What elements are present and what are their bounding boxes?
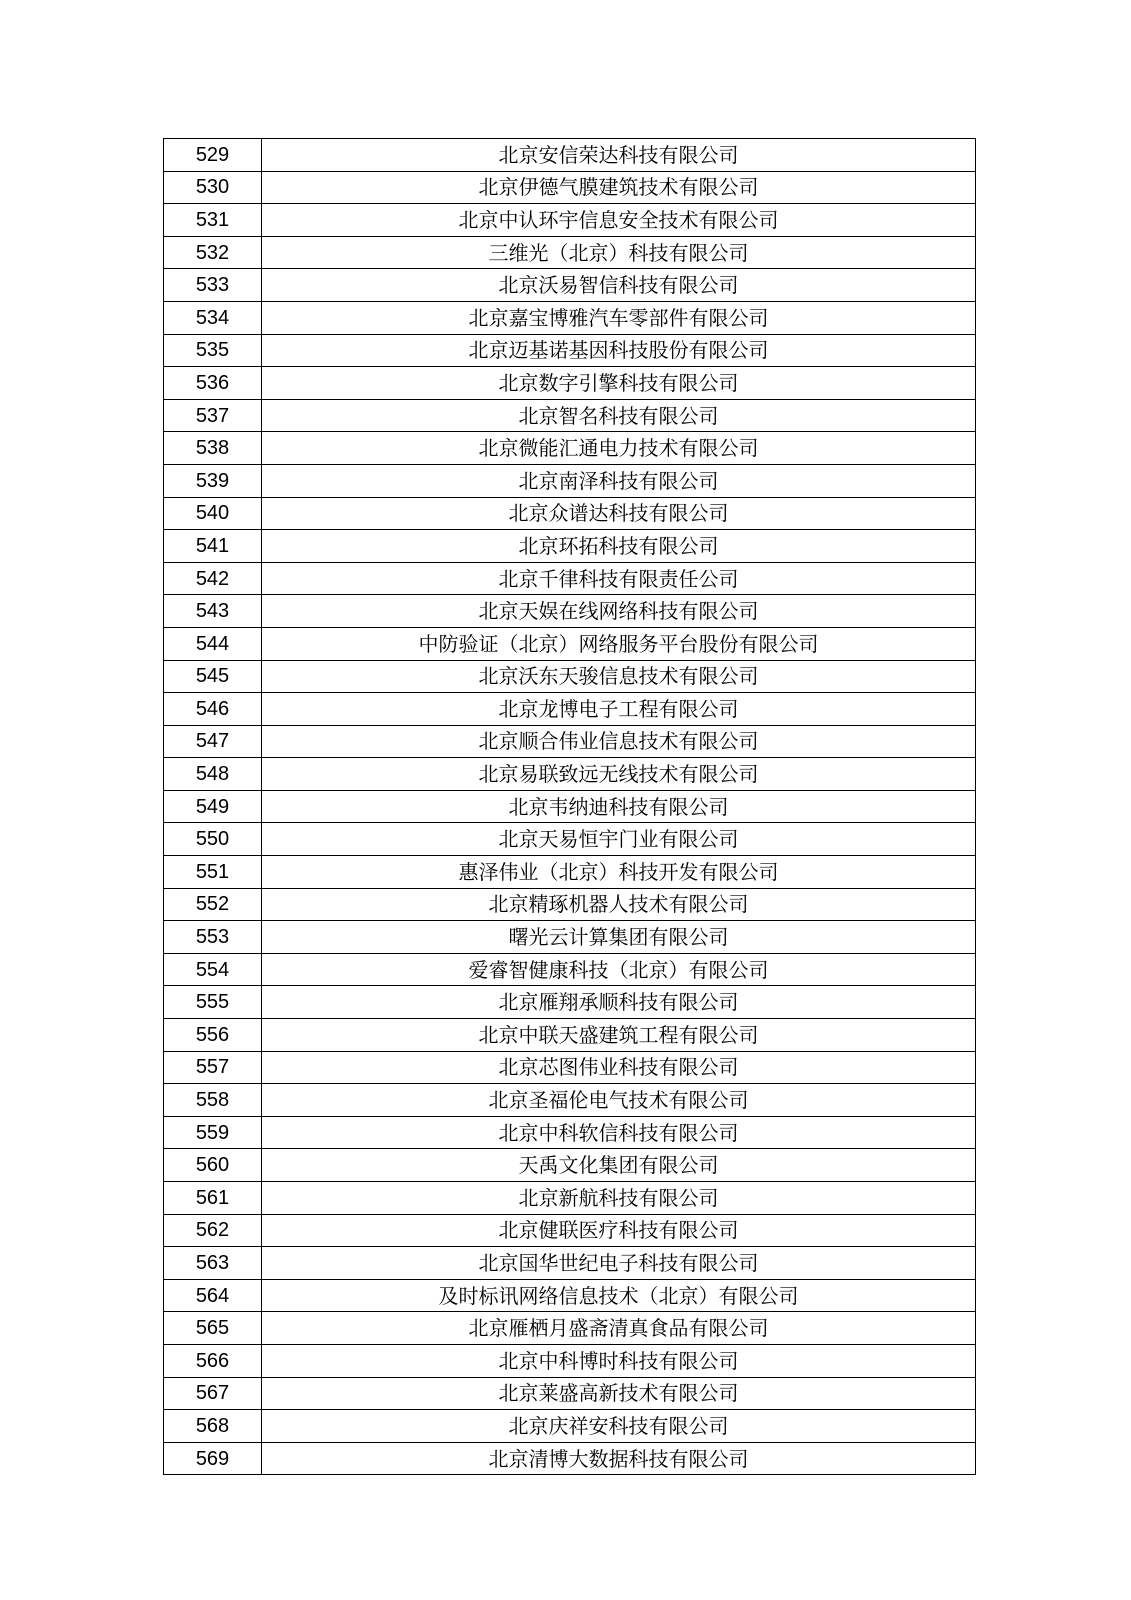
- company-name-cell: 北京莱盛高新技术有限公司: [262, 1377, 976, 1410]
- company-name-cell: 北京智名科技有限公司: [262, 399, 976, 432]
- row-number-cell: 537: [164, 399, 262, 432]
- row-number-cell: 543: [164, 595, 262, 628]
- company-name-cell: 北京新航科技有限公司: [262, 1182, 976, 1215]
- company-name-cell: 惠泽伟业（北京）科技开发有限公司: [262, 856, 976, 889]
- table-row: [164, 986, 976, 1019]
- row-number-cell: 535: [164, 334, 262, 367]
- company-name-cell: 北京龙博电子工程有限公司: [262, 693, 976, 726]
- table-row: [164, 1116, 976, 1149]
- table-row: [164, 660, 976, 693]
- company-name-cell: 及时标讯网络信息技术（北京）有限公司: [262, 1279, 976, 1312]
- company-name-cell: 中防验证（北京）网络服务平台股份有限公司: [262, 627, 976, 660]
- table-row: [164, 530, 976, 563]
- company-name-cell: 北京迈基诺基因科技股份有限公司: [262, 334, 976, 367]
- row-number-cell: 556: [164, 1019, 262, 1052]
- table-row: [164, 432, 976, 465]
- company-name-cell: 北京天娱在线网络科技有限公司: [262, 595, 976, 628]
- table-row: [164, 1084, 976, 1117]
- row-number-cell: 549: [164, 790, 262, 823]
- table-row: [164, 1214, 976, 1247]
- row-number-cell: 529: [164, 139, 262, 172]
- company-name-cell: 北京南泽科技有限公司: [262, 464, 976, 497]
- company-name-cell: 北京中科软信科技有限公司: [262, 1116, 976, 1149]
- company-name-cell: 北京中认环宇信息安全技术有限公司: [262, 204, 976, 237]
- company-name-cell: 北京芯图伟业科技有限公司: [262, 1051, 976, 1084]
- company-name-cell: 北京易联致远无线技术有限公司: [262, 758, 976, 791]
- row-number-cell: 533: [164, 269, 262, 302]
- row-number-cell: 569: [164, 1442, 262, 1475]
- row-number-cell: 542: [164, 562, 262, 595]
- row-number-cell: 567: [164, 1377, 262, 1410]
- table-row: [164, 823, 976, 856]
- table-row: [164, 367, 976, 400]
- table-row: [164, 1312, 976, 1345]
- row-number-cell: 562: [164, 1214, 262, 1247]
- row-number-cell: 531: [164, 204, 262, 237]
- table-row: [164, 725, 976, 758]
- table-body: [164, 139, 976, 1475]
- company-name-cell: 北京国华世纪电子科技有限公司: [262, 1247, 976, 1280]
- table-row: [164, 236, 976, 269]
- row-number-cell: 547: [164, 725, 262, 758]
- table-row: [164, 1051, 976, 1084]
- row-number-cell: 544: [164, 627, 262, 660]
- table-row: [164, 497, 976, 530]
- row-number-cell: 563: [164, 1247, 262, 1280]
- company-name-cell: 北京中联天盛建筑工程有限公司: [262, 1019, 976, 1052]
- row-number-cell: 564: [164, 1279, 262, 1312]
- table-row: [164, 888, 976, 921]
- row-number-cell: 557: [164, 1051, 262, 1084]
- company-name-cell: 北京清博大数据科技有限公司: [262, 1442, 976, 1475]
- table-row: [164, 1344, 976, 1377]
- row-number-cell: 553: [164, 921, 262, 954]
- row-number-cell: 530: [164, 171, 262, 204]
- table-row: [164, 1442, 976, 1475]
- row-number-cell: 551: [164, 856, 262, 889]
- company-name-cell: 爱睿智健康科技（北京）有限公司: [262, 953, 976, 986]
- company-name-cell: 北京圣福伦电气技术有限公司: [262, 1084, 976, 1117]
- table-row: [164, 301, 976, 334]
- table-row: [164, 399, 976, 432]
- row-number-cell: 565: [164, 1312, 262, 1345]
- row-number-cell: 539: [164, 464, 262, 497]
- table-row: [164, 464, 976, 497]
- table-row: [164, 1019, 976, 1052]
- table-row: [164, 1410, 976, 1443]
- company-name-cell: 北京环拓科技有限公司: [262, 530, 976, 563]
- table-row: [164, 1182, 976, 1215]
- row-number-cell: 540: [164, 497, 262, 530]
- table-row: [164, 269, 976, 302]
- table-row: [164, 693, 976, 726]
- row-number-cell: 532: [164, 236, 262, 269]
- company-name-cell: 北京沃易智信科技有限公司: [262, 269, 976, 302]
- table-row: [164, 204, 976, 237]
- table-row: [164, 1247, 976, 1280]
- company-name-cell: 北京雁栖月盛斋清真食品有限公司: [262, 1312, 976, 1345]
- table-row: [164, 562, 976, 595]
- table-row: [164, 1377, 976, 1410]
- company-name-cell: 北京精琢机器人技术有限公司: [262, 888, 976, 921]
- row-number-cell: 548: [164, 758, 262, 791]
- row-number-cell: 560: [164, 1149, 262, 1182]
- row-number-cell: 552: [164, 888, 262, 921]
- company-name-cell: 北京沃东天骏信息技术有限公司: [262, 660, 976, 693]
- row-number-cell: 561: [164, 1182, 262, 1215]
- row-number-cell: 534: [164, 301, 262, 334]
- table-row: [164, 139, 976, 172]
- company-name-cell: 北京伊德气膜建筑技术有限公司: [262, 171, 976, 204]
- table-row: [164, 1149, 976, 1182]
- company-name-cell: 北京嘉宝博雅汽车零部件有限公司: [262, 301, 976, 334]
- company-name-cell: 曙光云计算集团有限公司: [262, 921, 976, 954]
- row-number-cell: 546: [164, 693, 262, 726]
- table-row: [164, 921, 976, 954]
- table-row: [164, 171, 976, 204]
- row-number-cell: 538: [164, 432, 262, 465]
- table-row: [164, 758, 976, 791]
- table-row: [164, 334, 976, 367]
- table-row: [164, 856, 976, 889]
- company-name-cell: 北京健联医疗科技有限公司: [262, 1214, 976, 1247]
- company-name-cell: 北京千律科技有限责任公司: [262, 562, 976, 595]
- row-number-cell: 566: [164, 1344, 262, 1377]
- company-name-cell: 北京众谱达科技有限公司: [262, 497, 976, 530]
- row-number-cell: 559: [164, 1116, 262, 1149]
- company-name-cell: 三维光（北京）科技有限公司: [262, 236, 976, 269]
- row-number-cell: 555: [164, 986, 262, 1019]
- table-row: [164, 1279, 976, 1312]
- table-row: [164, 627, 976, 660]
- table-row: [164, 595, 976, 628]
- company-name-cell: 北京雁翔承顺科技有限公司: [262, 986, 976, 1019]
- row-number-cell: 558: [164, 1084, 262, 1117]
- company-name-cell: 北京顺合伟业信息技术有限公司: [262, 725, 976, 758]
- company-name-cell: 北京庆祥安科技有限公司: [262, 1410, 976, 1443]
- company-name-cell: 北京韦纳迪科技有限公司: [262, 790, 976, 823]
- row-number-cell: 568: [164, 1410, 262, 1443]
- company-name-cell: 天禹文化集团有限公司: [262, 1149, 976, 1182]
- row-number-cell: 554: [164, 953, 262, 986]
- row-number-cell: 550: [164, 823, 262, 856]
- row-number-cell: 545: [164, 660, 262, 693]
- company-name-cell: 北京数字引擎科技有限公司: [262, 367, 976, 400]
- row-number-cell: 541: [164, 530, 262, 563]
- company-name-cell: 北京天易恒宇门业有限公司: [262, 823, 976, 856]
- company-name-cell: 北京安信荣达科技有限公司: [262, 139, 976, 172]
- row-number-cell: 536: [164, 367, 262, 400]
- company-list-table: [163, 138, 976, 1475]
- company-name-cell: 北京中科博时科技有限公司: [262, 1344, 976, 1377]
- table-row: [164, 790, 976, 823]
- company-name-cell: 北京微能汇通电力技术有限公司: [262, 432, 976, 465]
- table-row: [164, 953, 976, 986]
